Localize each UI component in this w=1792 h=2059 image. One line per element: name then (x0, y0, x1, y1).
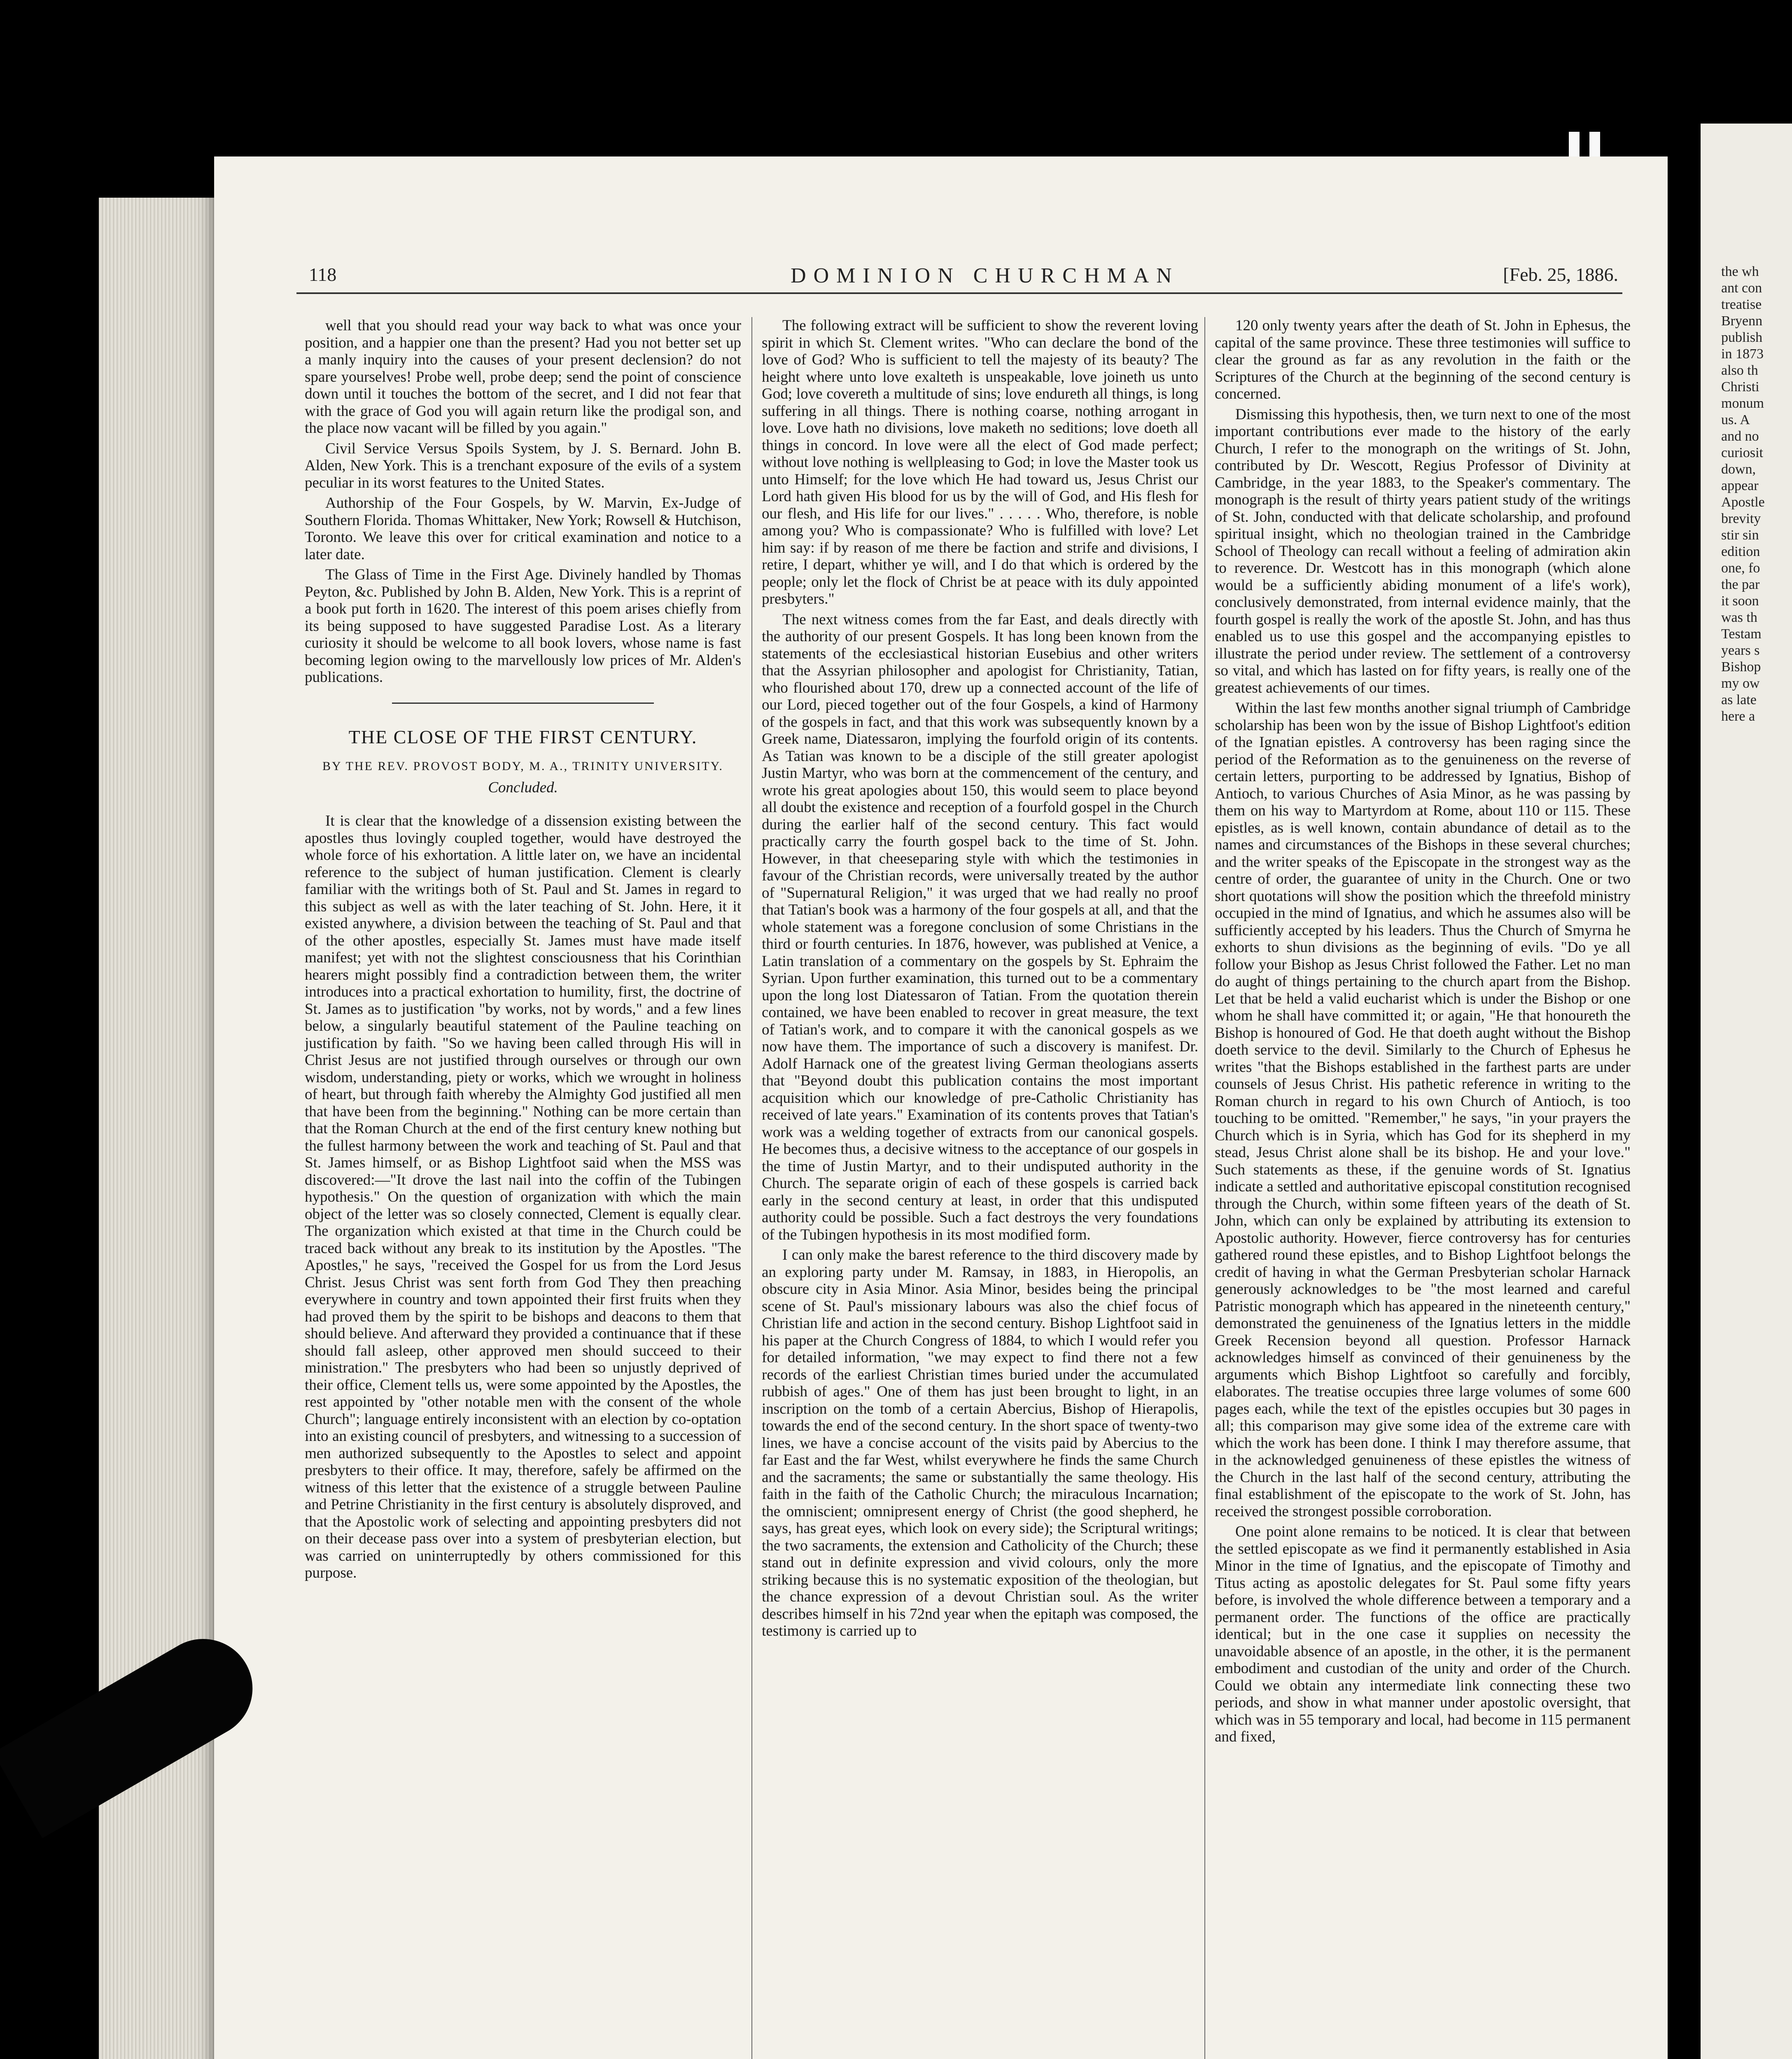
paragraph: The following extract will be sufficient to show the reverent loving spirit in which St. Clement writes. "Who can declare the bond of the love of God? Who is sufficient to tell the majesty of its beauty? The height where unto love exalteth is unspeakable, love joineth us unto God; love covereth a multitude of sins; love endureth all things, is long suffering in all things. There is nothing coarse, nothing arrogant in love. Love hath no divisions, love maketh no seditions; love doeth all things in concord. In love were all the elect of God made perfect; without love nothing is wellpleasing to God; in love the Master took us unto Himself; for the love which He had toward us, Jesus Christ our Lord hath given His blood for us by the will of God, and His flesh for our flesh, and His life for our lives." . . . . . Who, therefore, is noble among you? Who is compassionate? Who is fulfilled with love? Let him say: if by reason of me there be faction and strife and divisions, I retire, I depart, whither ye will, and I do that which is ordered by the people; only let the flock of Christ be at peace with its duly appointed presbyters." (762, 317, 1198, 607)
masthead-title: DOMINION CHURCHMAN (791, 264, 1179, 287)
paragraph: Within the last few months another signal triumph of Cambridge scholarship has been won by the issue of Bishop Lightfoot's edition of the Ignatian epistles. A controversy has been raging since the period of the Reformation as to the genuineness on the reverse of certain letters, purporting to be addressed by Ignatius, Bishop of Antioch, to various Churches of Asia Minor, as he was passing by them on his way to Martyrdom at Rome, about 110 or 115. These epistles, as is well known, contain abundance of detail as to the names and circumstances of the Bishops in these several churches; and the writer speaks of the Episcopate in the strongest way as the centre of order, the guarantee of unity in the Church. One or two short quotations will show the position which the threefold ministry occupied in the mind of Ignatius, and which he assumes also will be sufficiently accepted by his leaders. Thus the Church of Smyrna he exhorts to shun divisions as the beginning of evils. "Do ye all follow your Bishop as Jesus Christ followed the Father. Let no man do aught of things pertaining to the church apart from the Bishop. Let that be held a valid eucharist which is under the Bishop or one whom he shall have committed it; or again, "He that honoureth the Bishop is honoured of God. He that doeth aught without the Bishop doeth service to the devil. Similarly to the Church of Ephesus he writes "that the Bishops established in the farthest parts are under counsels of Jesus Christ. His pathetic reference in writing to the Roman church in regard to his own Church of Antioch, is too touching to be omitted. "Remember," he says, "in your prayers the Church which is in Syria, which has God for its shepherd in my stead, Jesus Christ alone shall be its bishop. He and your love." Such statements as these, if the genuine words of St. Ignatius indicate a settled and authoritative episcopal constitution recognised through the Church, within some fifteen years of the death of St. John, which can only be explained by attributing its extension to Apostolic authority. However, fierce controversy has for centuries gathered round these epistles, and to Bishop Lightfoot belongs the credit of having in what the German Presbyterian scholar Harnack generously acknowledges to be "the most learned and careful Patristic monograph which has appeared in the nineteenth century," demonstrated the genuineness of the Ignatius letters in the middle Greek Recension beyond all question. Professor Harnack acknowledges himself as convinced of their genuineness by the arguments which Bishop Lightfoot so carefully and forcibly, elaborates. The treatise occupies three large volumes of some 600 pages each, while the text of the epistles occupies but 30 pages in all; this comparison may give some idea of the extreme care with which the work has been done. I think I may therefore assume, that in the acknowledged genuineness of these epistles the witness of the Church in the last half of the second century, attributing the final establishment of the episcopate to the work of St. John, has received the strongest possible corroboration. (1215, 700, 1631, 1520)
column-divider (751, 317, 752, 2059)
book-notice: Authorship of the Four Gospels, by W. Marvin, Ex-Judge of Southern Florida. Thomas Whittaker, New York; Rowsell & Hutchison, Toronto. We leave this over for critical examination and notice to a later date. (305, 495, 741, 563)
column-1 (305, 317, 741, 1585)
column-2 (762, 317, 1198, 1643)
page-header (214, 264, 1668, 288)
paragraph: Dismissing this hypothesis, then, we turn next to one of the most important contributions ever made to the history of the early Church, I refer to the monograph on the writings of St. John, contributed by Dr. Wescott, Regius Professor of Divinity at Cambridge, in the year 1883, to the Speaker's commentary. The monograph is the result of thirty years patient study of the writings of St. John, conducted with that delicate scholarship, and profound spiritual insight, which no theologian trained in the Cambridge School of Theology can recall without a feeling of admiration akin to reverence. Dr. Westcott has in this monograph (which alone would be a sufficiently abiding monument of a life's work), conclusively demonstrated, from internal evidence mainly, that the fourth gospel is really the work of the apostle St. John, and has thus enabled us to use this gospel and the accompanying epistles to illustrate the period under review. The settlement of a controversy so vital, and which has lasted on for fifty years, is really one of the greatest achievements of our times. (1215, 406, 1631, 696)
paragraph: 120 only twenty years after the death of St. John in Ephesus, the capital of the same province. These three testimonies will suffice to clear the ground as far as any revolution in the faith or the Scriptures of the Church at the beginning of the second century is concerned. (1215, 317, 1631, 402)
article-heading: THE CLOSE OF THE FIRST CENTURY. (348, 726, 698, 747)
right-facing-page (1701, 124, 1792, 2059)
header-rule (296, 292, 1622, 294)
page-number: 118 (309, 264, 337, 285)
concluded-label: Concluded. (488, 779, 558, 796)
newspaper-page (214, 156, 1668, 2059)
paragraph: One point alone remains to be noticed. It is clear that between the settled episcopate as we find it permanently established in Asia Minor in the time of Ignatius, and the episcopate of Timothy and Titus acting as apostolic delegates for St. Paul some fifty years before, is involved the whole difference between a temporary and a permanent order. The functions of the office are practically identical; but in the one case it supplies on necessity the unavoidable absence of an apostle, in the other, it is the permanent embodiment and custodian of the unity and order of the Church. Could we obtain any intermediate link connecting these two periods, and show in what manner under apostolic oversight, that which was in 55 temporary and local, had become in 115 permanent and fixed, (1215, 1523, 1631, 1745)
column-divider (1204, 317, 1205, 2059)
scanner-clip (1589, 132, 1600, 156)
paragraph: The next witness comes from the far East, and deals directly with the authority of our present Gospels. It has long been known from the statements of the ecclesiastical historian Eusebius and other writers that the Assyrian philosopher and apologist for Christianity, Tatian, who flourished about 170, drew up a connected account of the life of our Lord, pieced together out of the four Gospels, a kind of Harmony of the gospels in fact, and that this work was subsequently known by a Greek name, Diatessaron, implying the fourfold origin of its contents. As Tatian was known to be a disciple of the still greater apologist Justin Martyr, who was born at the commencement of the century, and wrote his great apologies about 150, this would seem to place beyond all doubt the existence and reception of a fourfold gospel in the Church during the earlier half of the second century. This fact would practically carry the fourth gospel back to the time of St. John. However, in that cheeseparing style with which the testimonies in favour of the Christian records, were universally treated by the author of "Supernatural Religion," it was urged that we had really no proof that Tatian's book was a harmony of the four gospels at all, and that the whole statement was a foregone conclusion of some Christians in the third or fourth centuries. In 1876, however, was published at Venice, a Latin translation of a commentary on the gospels by St. Ephraim the Syrian. Upon further examination, this turned out to be a commentary upon the long lost Diatessaron of Tatian. From the quotation therein contained, we have been enabled to recover in great measure, the text of Tatian's work, and to compare it with the canonical gospels as we now have them. The importance of such a discovery is manifest. Dr. Adolf Harnack one of the greatest living German theologians asserts that "Beyond doubt this publication contains the most important acquisition which our knowledge of pre-Catholic Christianity has received of late years." Examination of its contents proves that Tatian's work was a welding together of extracts from our canonical gospels. He becomes thus, a decisive witness to the acceptance of our gospels in the time of Justin Martyr, and to their undisputed authority in the Church. The separate origin of each of these gospels is carried back early in the second century at least, in order that this undisputed authority could be possible. Such a fact destroys the very foundations of the Tubingen hypothesis in its most modified form. (762, 611, 1198, 1243)
paragraph: I can only make the barest reference to the third discovery made by an exploring party under M. Ramsay, in 1883, in Hieropolis, an obscure city in Asia Minor. Asia Minor, besides being the principal scene of St. Paul's missionary labours was also the chief focus of Christian life and action in the second century. Bishop Lightfoot said in his paper at the Church Congress of 1884, to which I would refer you for detailed information, "we may expect to find there not a few records of the earliest Christian times buried under the accumulated rubbish of ages." One of them has just been brought to light, in an inscription on the tomb of a certain Abercius, Bishop of Hierapolis, towards the end of the second century. In the short space of twenty-two lines, we have a concise account of the visits paid by Abercius to the far East and the far West, whilst everywhere he finds the same Church and the sacraments; the same or substantially the same theology. His faith in the faith of the Catholic Church; the miraculous Incarnation; the omniscient; omnipresent energy of Christ (the good shepherd, he says, has great eyes, which look on every side); the Scriptural writings; the two sacraments, the extension and Catholicity of the Church; these stand out in definite expression and vivid colours, only the more striking because this is no systematic exposition of the theologian, but the chance expression of a devout Christian soul. As the writer describes himself in his 72nd year when the epitaph was composed, the testimony is carried up to (762, 1247, 1198, 1639)
column-3 (1215, 317, 1631, 1749)
article-byline: BY THE REV. PROVOST BODY, M. A., TRINITY UNIVERSITY. (322, 759, 723, 773)
section-rule (392, 703, 654, 704)
paragraph: It is clear that the knowledge of a dissension existing between the apostles thus lovingly coupled together, would have destroyed the whole force of his exhortation. A little later on, we have an incidental reference to the subject of human justification. Clement is clearly familiar with the writings both of St. Paul and St. James in regard to this subject as well as with the later teaching of St. John. Here, it it existed anywhere, a division between the teaching of St. Paul and that of the other apostles, especially St. James must have made itself manifest; yet with not the slightest consciousness that his Corinthian hearers might possibly find a contradiction between them, the writer introduces into a practical exhortation to humility, first, the doctrine of St. James as to justification "by works, not by words," and a few lines below, a singularly beautiful statement of the Pauline teaching on justification by faith. "So we having been called through His will in Christ Jesus are not justified through ourselves or through our own wisdom, understanding, piety or works, which we wrought in holiness of heart, but through faith whereby the Almighty God justified all men that have been from the beginning." Nothing can be more certain than that the Roman Church at the end of the first century knew nothing but the fullest harmony between the work and teaching of St. Paul and that St. James himself, or as Bishop Lightfoot said when the MSS was discovered:—"It drove the last nail into the coffin of the Tubingen hypothesis." On the question of organization with which the main object of the letter was so closely connected, Clement is equally clear. The organization which existed at that time in the Church could be traced back without any break to its institution by the Apostles. "The Apostles," he says, "received the Gospel for us from the Lord Jesus Christ. Jesus Christ was sent forth from God They then preaching everywhere in country and town appointed their first fruits when they had proved them by the spirit to be bishops and deacons to them that should believe. And afterward they provided a continuance that if these should fall asleep, other approved men should succeed to their ministration." The presbyters who had been so unjustly deprived of their office, Clement tells us, were some appointed by the Apostles, the rest appointed by "other notable men with the consent of the whole Church"; language entirely inconsistent with an election by co-optation into an existing council of presbyters, and witnessing to a succession of men authorized subsequently to the Apostles to select and appoint presbyters to their office. It may, therefore, safely be affirmed on the witness of this letter that the existence of a struggle between Pauline and Petrine Christianity in the first century is absolutely disproved, and that the Apostolic work of selecting and appointing presbyters did not on their decease pass over into a system of presbyterian election, but was carried on uninterruptedly by others commissioned for this purpose. (305, 812, 741, 1581)
book-notice: The Glass of Time in the First Age. Divinely handled by Thomas Peyton, &c. Published by John B. Alden, New York. This is a reprint of a book put forth in 1620. The interest of this poem arises chiefly from its being supposed to have suggested Paradise Lost. As a literary curiosity it should be welcome to all book lovers, whose name is fast becoming legion owing to the marvellously low prices of Mr. Alden's publications. (305, 566, 741, 686)
right-page-text-fragment: the wh ant con treatise Bryenn publish in 1873 also th Christi monum us. A and no curiosit down, appear Apostle brevity stir sin edition one, fo the par it soon was th Testam years s Bishop my ow as late here a (1721, 264, 1765, 724)
issue-date: [Feb. 25, 1886. (1503, 264, 1618, 285)
scanner-clip (1569, 132, 1580, 156)
paragraph: well that you should read your way back to what was once your position, and a happier one than the present? Had you not better set up a manly inquiry into the causes of your present declension? do not spare yourselves! Probe well, probe deep; send the point of conscience down until it touches the bottom of the secret, and I did not fear that with the grace of God you will again return like the prodigal son, and the place now vacant will be filled by you again." (305, 317, 741, 437)
book-notice: Civil Service Versus Spoils System, by J. S. Bernard. John B. Alden, New York. This is a trenchant exposure of the evils of a system peculiar in its worst features to the United States. (305, 440, 741, 491)
